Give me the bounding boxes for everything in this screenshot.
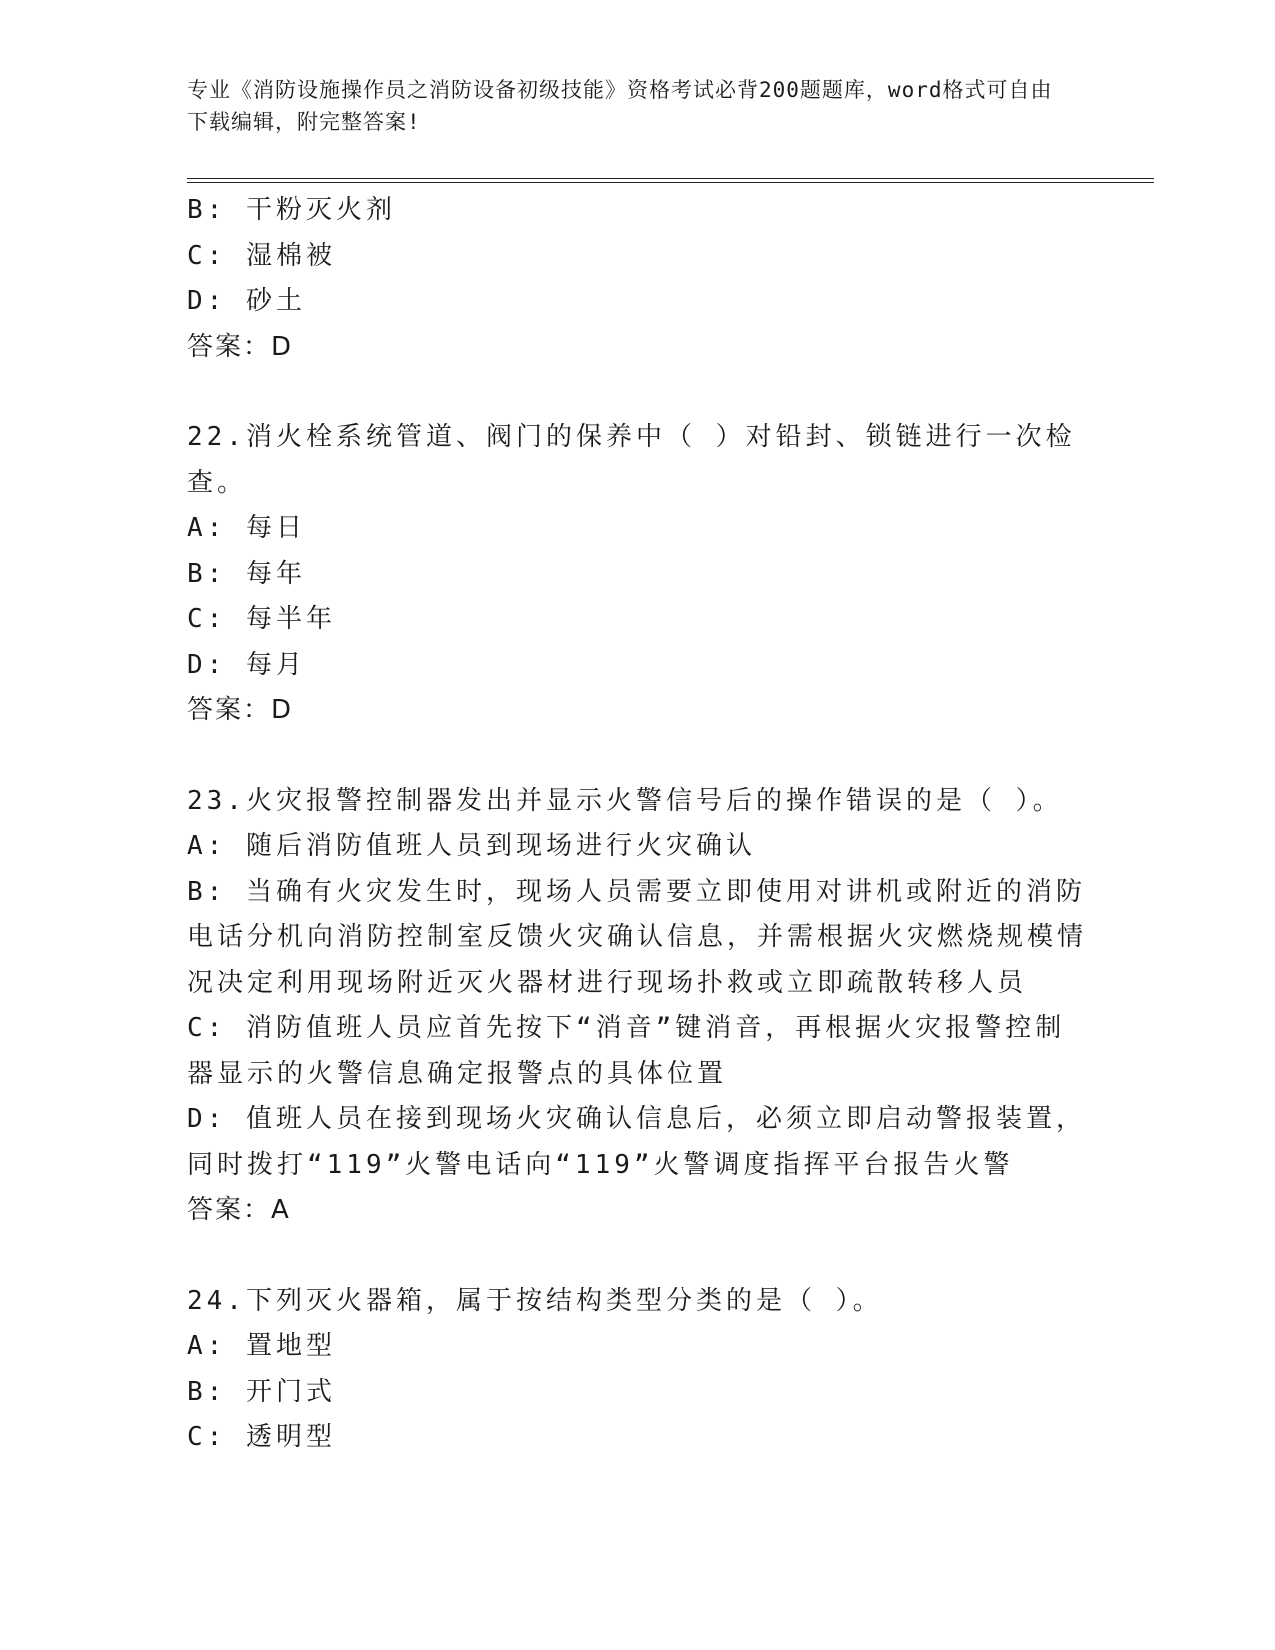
- answer: 答案：D: [187, 695, 294, 725]
- question-24: [187, 1279, 1087, 1461]
- option-c: C: 消防值班人员应首先按下“消音”键消音，再根据火灾报警控制器显示的火警信息确定报警点的具体位置: [187, 1013, 1066, 1089]
- option-a: A: 置地型: [187, 1331, 336, 1361]
- question-text: 23.火灾报警控制器发出并显示火警信号后的操作错误的是（ ）。: [187, 785, 1063, 816]
- header-rule: [187, 178, 1154, 183]
- option-d: D: 每月: [187, 649, 306, 680]
- question-22: [187, 415, 1087, 734]
- option-c: C: 每半年: [187, 604, 336, 634]
- spacer: [187, 1234, 1087, 1279]
- question-21: [187, 188, 1087, 370]
- question-text: 24.下列灭火器箱，属于按结构类型分类的是（ ）。: [187, 1285, 883, 1316]
- answer: 答案：A: [187, 1195, 291, 1225]
- option-b: B: 干粉灭火剂: [187, 195, 396, 225]
- spacer: [187, 734, 1087, 779]
- question-23: [187, 779, 1087, 1234]
- question-content: [187, 188, 1087, 1461]
- page-header: 专业《消防设施操作员之消防设备初级技能》资格考试必背200题题库，word格式可自由下载编辑，附完整答案!: [187, 78, 1053, 134]
- option-a: A: 每日: [187, 513, 306, 543]
- option-c: C: 透明型: [187, 1422, 336, 1452]
- option-c: C: 湿棉被: [187, 240, 336, 271]
- option-d: D: 砂土: [187, 286, 306, 316]
- option-d: D: 值班人员在接到现场火灾确认信息后，必须立即启动警报装置，同时拨打“119”火警电话向“119”火警调度指挥平台报告火警: [187, 1104, 1086, 1180]
- option-a: A: 随后消防值班人员到现场进行火灾确认: [187, 831, 756, 861]
- spacer: [187, 370, 1087, 415]
- option-b: B: 当确有火灾发生时，现场人员需要立即使用对讲机或附近的消防电话分机向消防控制室反馈火灾确认信息，并需根据火灾燃烧规模情况决定利用现场附近灭火器材进行现场扑救或立即疏散转移人员: [187, 876, 1088, 998]
- option-b: B: 开门式: [187, 1376, 336, 1407]
- answer: 答案：D: [187, 331, 294, 362]
- question-text: 22.消火栓系统管道、阀门的保养中（ ）对铅封、锁链进行一次检查。: [187, 422, 1076, 498]
- option-b: B: 每年: [187, 558, 306, 589]
